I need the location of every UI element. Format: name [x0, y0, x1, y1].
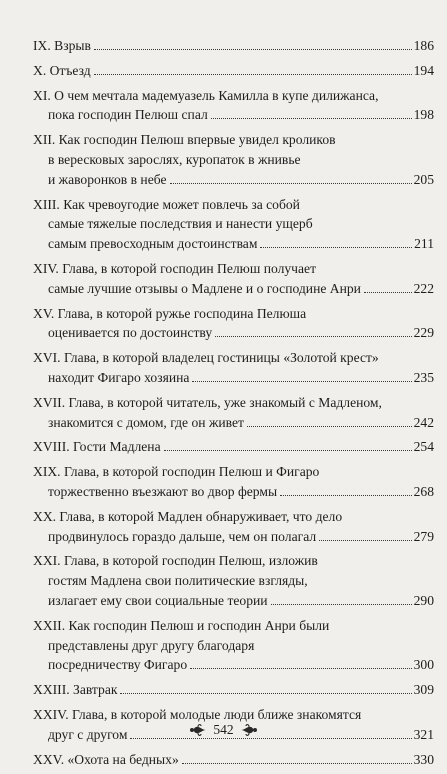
page-ref: 330: [413, 751, 434, 767]
page-ref: 222: [413, 280, 434, 296]
chapter-title: XXII. Как господин Пелюш и господин Анри были: [33, 617, 330, 633]
dot-leader: [190, 668, 411, 669]
page-ref: 186: [413, 38, 434, 53]
chapter-title-continuation: находит Фигаро хозяина: [48, 369, 190, 385]
chapter-title-continuation: продвинулось гораздо дальше, чем он полагал: [48, 528, 317, 544]
toc-entry: [33, 750, 434, 770]
dot-leader: [280, 495, 411, 496]
toc-entry-line: [33, 616, 434, 636]
chapter-title-continuation: самым превосходным достоинствам: [48, 236, 258, 252]
dot-leader: [182, 763, 412, 764]
toc-entry: [33, 437, 434, 457]
fleuron-ornament-icon: [240, 723, 258, 737]
chapter-title: XVII. Глава, в которой читатель, уже знакомый с Мадленом,: [33, 394, 382, 410]
toc-entry: [33, 130, 434, 189]
toc-entry-line: [33, 507, 434, 527]
toc-entry: [33, 61, 434, 81]
dot-leader: [260, 247, 412, 248]
toc-entry-line: [33, 437, 434, 457]
toc-entry-line: [33, 36, 434, 56]
dot-leader: [170, 183, 412, 184]
chapter-title: XIV. Глава, в которой господин Пелюш получает: [33, 260, 317, 276]
page-ref: 194: [413, 62, 434, 78]
toc-entry-line: [33, 591, 434, 611]
chapter-title-continuation: знакомится с домом, где он живет: [48, 414, 244, 430]
toc-entry-line: [33, 86, 434, 106]
toc-entry: [33, 462, 434, 502]
toc-entry-line: [33, 393, 434, 413]
dot-leader: [94, 74, 412, 75]
toc-entry-line: [33, 323, 434, 343]
toc-entry-line: [33, 462, 434, 482]
dot-leader: [211, 118, 412, 119]
page-footer: [0, 722, 447, 738]
toc-entry: [33, 86, 434, 126]
toc-entry-line: [33, 234, 434, 254]
dot-leader: [164, 450, 412, 451]
page-ref: 321: [413, 726, 434, 742]
table-of-contents: [33, 36, 434, 774]
chapter-title-continuation: и жаворонков в небе: [48, 171, 167, 187]
chapter-title: XV. Глава, в которой ружье господина Пелюша: [33, 305, 307, 321]
chapter-title-continuation: оценивается по достоинству: [48, 325, 213, 341]
dot-leader: [215, 336, 411, 337]
toc-entry-line: [33, 636, 434, 656]
chapter-title-continuation: друг с другом: [48, 726, 128, 742]
page-number: 542: [213, 722, 234, 737]
toc-entry-line: [33, 259, 434, 279]
chapter-title: XVI. Глава, в которой владелец гостиницы «Золотой крест»: [33, 350, 379, 366]
toc-entry-line: [33, 482, 434, 502]
page-ref: 198: [413, 107, 434, 123]
toc-entry-line: [33, 279, 434, 299]
toc-entry: [33, 259, 434, 299]
toc-entry-line: [33, 170, 434, 190]
toc-entry-line: [33, 150, 434, 170]
toc-entry-line: [33, 655, 434, 675]
chapter-title: XI. О чем мечтала мадемуазель Камилла в купе дилижанса,: [33, 87, 379, 103]
dot-leader: [192, 381, 411, 382]
chapter-title: XXIII. Завтрак: [33, 682, 118, 698]
toc-entry: [33, 195, 434, 254]
page-ref: 279: [413, 528, 434, 544]
toc-entry: [33, 680, 434, 700]
toc-entry-line: [33, 680, 434, 700]
chapter-title: IX. Взрыв: [33, 38, 91, 53]
toc-entry-line: [33, 195, 434, 215]
toc-entry-line: [33, 527, 434, 547]
chapter-title: XIX. Глава, в которой господин Пелюш и Фигаро: [33, 464, 320, 480]
fleuron-ornament-icon: [189, 723, 207, 737]
toc-entry-line: [33, 348, 434, 368]
page-ref: 254: [413, 439, 434, 455]
dot-leader: [319, 540, 411, 541]
toc-entry-line: [33, 551, 434, 571]
dot-leader: [247, 426, 412, 427]
page-ref: 229: [413, 325, 434, 341]
chapter-title: XXIV. Глава, в которой молодые люди ближе знакомятся: [33, 706, 362, 722]
page-ref: 290: [413, 592, 434, 608]
toc-entry-line: [33, 413, 434, 433]
page-ref: 309: [413, 682, 434, 698]
dot-leader: [271, 604, 412, 605]
toc-entry-line: [33, 368, 434, 388]
toc-entry-line: [33, 130, 434, 150]
toc-entry-line: [33, 61, 434, 81]
toc-entry: [33, 507, 434, 547]
chapter-title: XVIII. Гости Мадлена: [33, 439, 161, 455]
chapter-title-continuation: посредничеству Фигаро: [48, 657, 188, 673]
chapter-title: XXI. Глава, в которой господин Пелюш, изложив: [33, 553, 318, 569]
toc-entry-line: [33, 214, 434, 234]
chapter-title: XX. Глава, в которой Мадлен обнаруживает, что дело: [33, 508, 343, 524]
toc-entry: [33, 551, 434, 610]
toc-entry-line: [33, 750, 434, 770]
chapter-title-continuation: представлены друг другу благодаря: [48, 637, 255, 653]
chapter-title-continuation: самые тяжелые последствия и нанести ущерб: [48, 216, 313, 232]
page-ref: 242: [413, 414, 434, 430]
toc-entry-line: [33, 304, 434, 324]
chapter-title-continuation: торжественно въезжают во двор фермы: [48, 483, 278, 499]
toc-entry-line: [33, 105, 434, 125]
dot-leader: [120, 693, 411, 694]
chapter-title: X. Отъезд: [33, 62, 91, 78]
toc-entry: [33, 616, 434, 675]
chapter-title: XII. Как господин Пелюш впервые увидел кроликов: [33, 132, 336, 148]
toc-entry-line: [33, 571, 434, 591]
page-ref: 235: [413, 369, 434, 385]
page-ref: 211: [414, 236, 434, 252]
page-ref: 300: [413, 657, 434, 673]
toc-entry: [33, 393, 434, 433]
page-ref: 268: [413, 483, 434, 499]
chapter-title: XXV. «Охота на бедных»: [33, 751, 179, 767]
chapter-title-continuation: излагает ему свои социальные теории: [48, 592, 268, 608]
dot-leader: [364, 292, 412, 293]
toc-entry: [33, 348, 434, 388]
chapter-title: XIII. Как чревоугодие может повлечь за собой: [33, 196, 300, 212]
toc-entry: [33, 36, 434, 56]
chapter-title-continuation: гостям Мадлена свои политические взгляды,: [48, 573, 308, 589]
chapter-title-continuation: в вересковых зарослях, куропаток в жнивье: [48, 151, 301, 167]
dot-leader: [94, 49, 412, 50]
chapter-title-continuation: самые лучшие отзывы о Мадлене и о господине Анри: [48, 280, 361, 296]
chapter-title-continuation: пока господин Пелюш спал: [48, 107, 208, 123]
page-ref: 205: [413, 171, 434, 187]
toc-entry: [33, 304, 434, 344]
